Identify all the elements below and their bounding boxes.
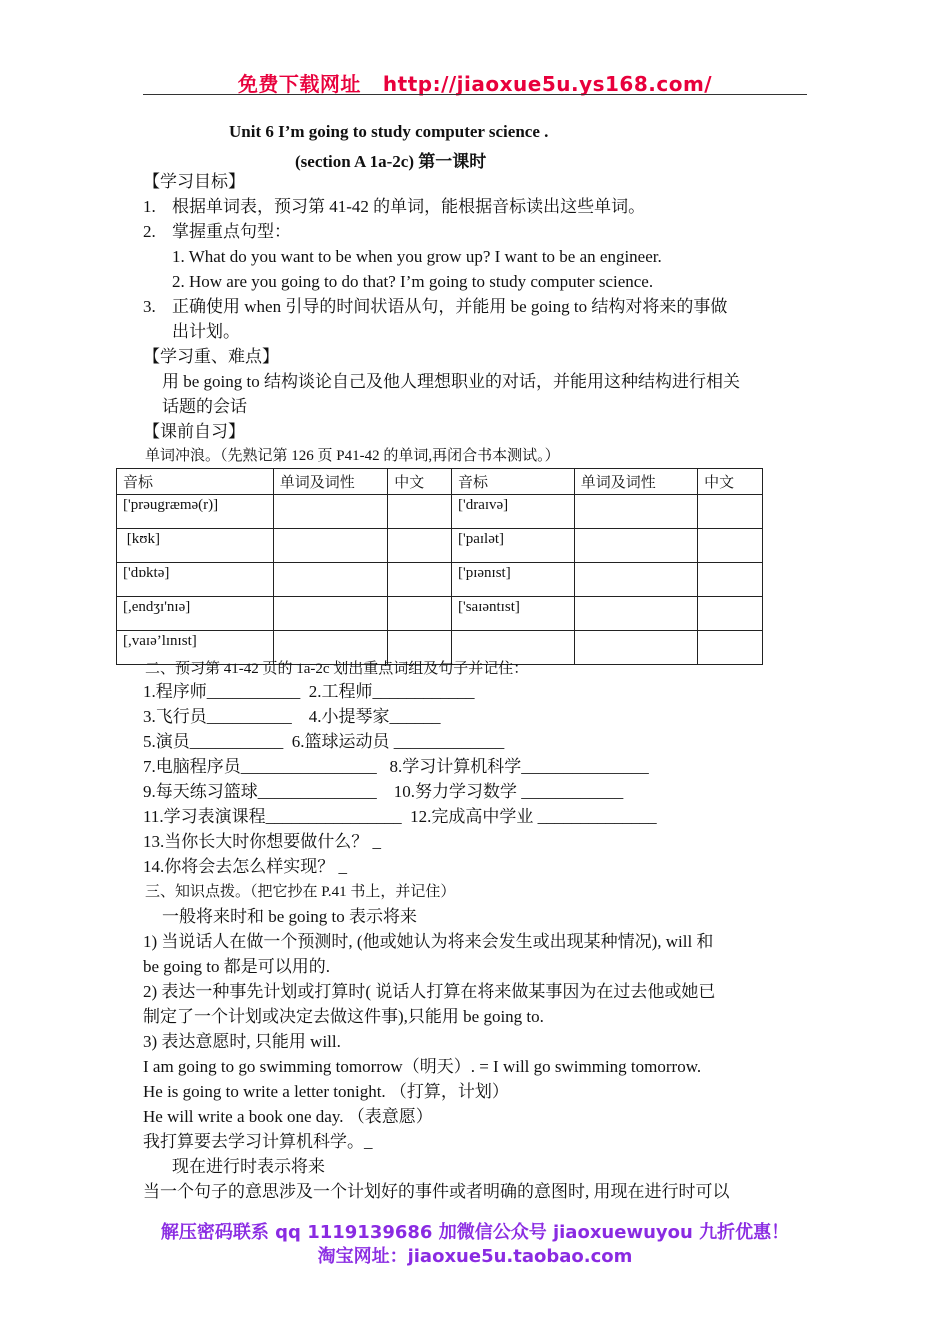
table-cell — [388, 597, 452, 631]
page-header — [0, 68, 950, 97]
section3-point-1a: 1) 当说话人在做一个预测时, (他或她认为将来会发生或出现某种情况), will 和 — [143, 932, 714, 951]
table-header-cell: 中文 — [388, 469, 452, 495]
table-cell — [574, 529, 697, 563]
table-cell — [388, 563, 452, 597]
goal-item-1 — [143, 196, 645, 218]
table-header-cell: 单词及词性 — [574, 469, 697, 495]
table-cell — [698, 495, 763, 529]
preview-heading: 【课前自习】 — [143, 422, 245, 441]
section2-line-5: 9.每天练习篮球______________ 10.努力学习数学 ____________ — [143, 782, 624, 801]
doc-subtitle: (section A 1a-2c) 第一课时 — [295, 152, 487, 171]
goal-item-3 — [143, 296, 727, 318]
section3-heading: 三、知识点拨。（把它抄在 P.41 书上，并记住） — [145, 884, 456, 900]
section2-heading: 二、预习第 41-42 页的 1a-2c 划出重点词组及句子并记住： — [145, 661, 529, 677]
section3-subheading-1: 一般将来时和 be going to 表示将来 — [162, 907, 417, 926]
key-points-line-1: 用 be going to 结构谈论自己及他人理想职业的对话，并能用这种结构进行相关 — [162, 372, 740, 391]
table-cell: ['dɒktə] — [117, 563, 274, 597]
table-cell: [kʊk] — [117, 529, 274, 563]
section3-example-2: He is going to write a letter tonight. （打算，计划） — [143, 1082, 509, 1101]
table-header-row — [117, 469, 763, 495]
section3-point-3: 3) 表达意愿时, 只能用 will. — [143, 1032, 341, 1051]
section2-line-4: 7.电脑程序员________________ 8.学习计算机科学_______________ — [143, 757, 649, 776]
section2-line-8: 14.你将会去怎么样实现？ _ — [143, 857, 347, 876]
footer-contact: 解压密码联系 qq 1119139686 加微信公众号 jiaoxuewuyou 九折优惠！ — [160, 1222, 790, 1243]
header-divider — [143, 94, 807, 95]
key-points-line-2: 话题的会话 — [162, 397, 247, 416]
table-cell — [273, 597, 388, 631]
table-row — [117, 597, 763, 631]
table-row — [117, 495, 763, 529]
section2-line-6: 11.学习表演课程________________ 12.完成高中学业 ______________ — [143, 807, 657, 826]
table-cell — [388, 495, 452, 529]
table-cell: ['paɪlət] — [452, 529, 575, 563]
goal-2-text: 掌握重点句型： — [172, 222, 291, 241]
table-cell: [,vaɪə’lɪnɪst] — [117, 631, 274, 665]
table-header-cell: 音标 — [452, 469, 575, 495]
table-header-cell: 单词及词性 — [273, 469, 388, 495]
section2-line-3: 5.演员___________ 6.篮球运动员 _____________ — [143, 732, 505, 751]
table-cell — [698, 563, 763, 597]
footer-shop-url[interactable]: 淘宝网址：jiaoxue5u.taobao.com — [317, 1246, 633, 1267]
table-cell — [698, 597, 763, 631]
table-cell — [574, 631, 697, 665]
table-cell — [574, 495, 697, 529]
table-cell: ['prəugræmə(r)] — [117, 495, 274, 529]
section3-point-2b: 制定了一个计划或决定去做这件事),只能用 be going to. — [143, 1007, 544, 1026]
table-cell — [273, 495, 388, 529]
table-cell: [,endʒɪ'nɪə] — [117, 597, 274, 631]
goal-1-text: 根据单词表，预习第 41-42 的单词，能根据音标读出这些单词。 — [172, 197, 646, 216]
table-cell — [273, 563, 388, 597]
section2-line-1: 1.程序师___________ 2.工程师____________ — [143, 682, 475, 701]
section3-example-3: He will write a book one day. （表意愿） — [143, 1107, 433, 1126]
goal-3-number: 3. — [143, 297, 156, 316]
header-label: 免费下载网址 — [237, 72, 361, 96]
goal-3-text: 正确使用 when 引导的时间状语从句，并能用 be going to 结构对将来的事做 — [172, 297, 728, 316]
goal-2-sentence-1: 1. What do you want to be when you grow up? I want to be an engineer. — [172, 247, 662, 266]
vocab-table — [116, 468, 763, 665]
header-url[interactable]: http://jiaoxue5u.ys168.com/ — [382, 72, 713, 96]
goal-2-number: 2. — [143, 222, 156, 241]
section3-point-2a: 2) 表达一种事先计划或打算时( 说话人打算在将来做某事因为在过去他或她已 — [143, 982, 716, 1001]
table-cell — [698, 631, 763, 665]
table-cell — [273, 529, 388, 563]
table-cell: ['draɪvə] — [452, 495, 575, 529]
table-cell: ['pɪənɪst] — [452, 563, 575, 597]
key-points-heading: 【学习重、难点】 — [143, 347, 279, 366]
table-cell — [574, 563, 697, 597]
section3-point-1b: be going to 都是可以用的. — [143, 957, 330, 976]
table-cell — [388, 529, 452, 563]
section3-example-1: I am going to go swimming tomorrow（明天）. = I will go swimming tomorrow. — [143, 1057, 702, 1076]
preview-intro: 单词冲浪。（先熟记第 126 页 P41-42 的单词,再闭合书本测试。） — [145, 448, 560, 464]
section2-line-2: 3.飞行员__________ 4.小提琴家______ — [143, 707, 441, 726]
section3-point-4: 当一个句子的意思涉及一个计划好的事件或者明确的意图时, 用现在进行时可以 — [143, 1182, 730, 1201]
goal-3-continued: 出计划。 — [172, 322, 240, 341]
section3-subheading-2: 现在进行时表示将来 — [172, 1157, 325, 1176]
table-header-cell: 中文 — [698, 469, 763, 495]
table-cell — [698, 529, 763, 563]
goal-1-number: 1. — [143, 197, 156, 216]
goals-heading: 【学习目标】 — [143, 172, 245, 191]
goal-2-sentence-2: 2. How are you going to do that? I’m going to study computer science. — [172, 272, 654, 291]
table-cell — [574, 597, 697, 631]
table-row — [117, 563, 763, 597]
goal-item-2 — [143, 221, 291, 243]
doc-title: Unit 6 I’m going to study computer science . — [229, 122, 549, 141]
section2-line-7: 13.当你长大时你想要做什么？ _ — [143, 832, 381, 851]
table-header-cell: 音标 — [117, 469, 274, 495]
table-row — [117, 529, 763, 563]
table-cell: ['saɪəntɪst] — [452, 597, 575, 631]
section3-example-4: 我打算要去学习计算机科学。_ — [143, 1132, 373, 1151]
